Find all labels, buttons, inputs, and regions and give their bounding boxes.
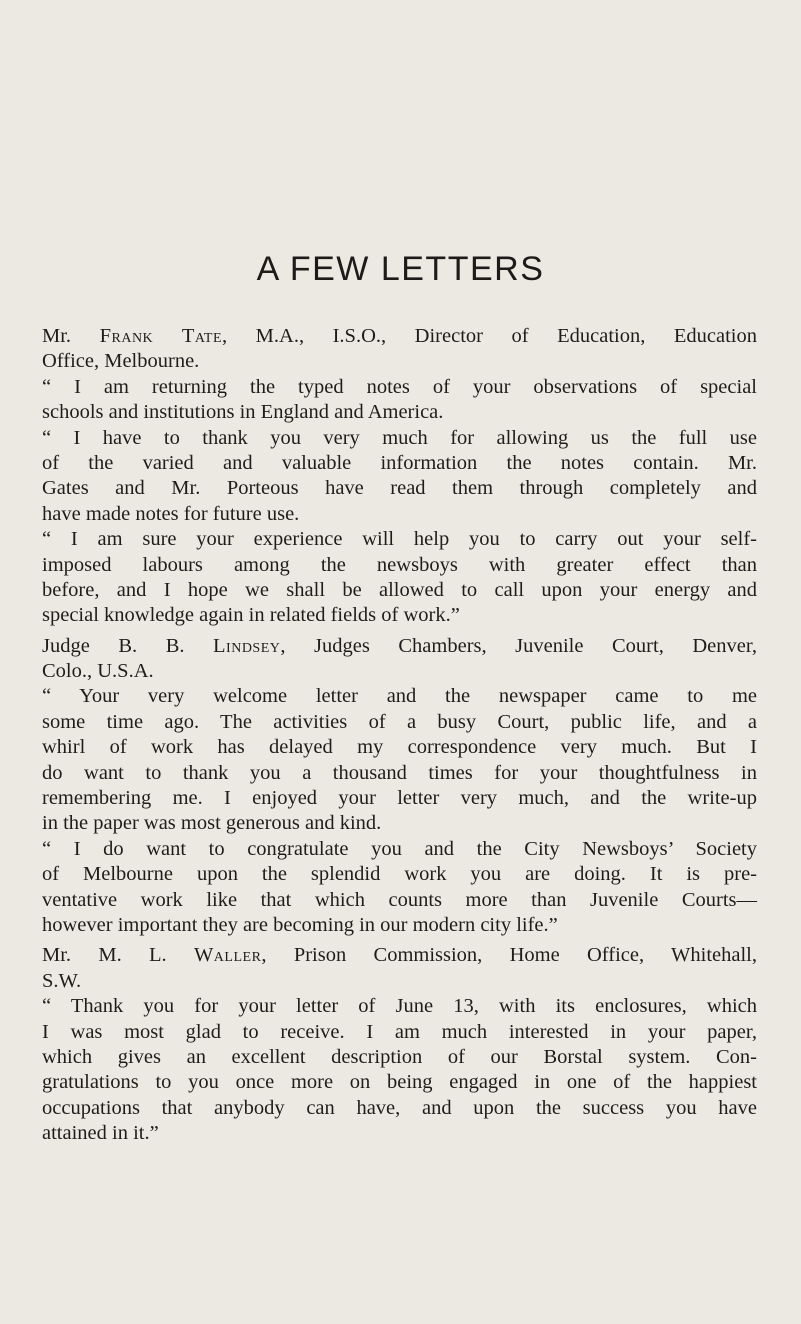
letter-tate xyxy=(42,324,757,629)
text-line: I was most glad to receive. I am much interested in your paper, xyxy=(42,1020,757,1043)
text-line: which gives an excellent description of our Borstal system. Con- xyxy=(42,1045,757,1068)
text-line: special knowledge again in related fields of work.” xyxy=(42,604,460,627)
text-line: some time ago. The activities of a busy Court, public life, and a xyxy=(42,710,757,733)
text-line: remembering me. I enjoyed your letter very much, and the write-up xyxy=(42,787,757,810)
sender-line xyxy=(42,324,757,349)
sender-details: , Judges Chambers, Juvenile Court, Denver, xyxy=(280,634,757,657)
sender-details: , M.A., I.S.O., Director of Education, Education xyxy=(222,325,757,347)
text-line: imposed labours among the newsboys with greater effect than xyxy=(42,553,757,576)
text-line: in the paper was most generous and kind. xyxy=(42,812,382,835)
text-line: “ Your very welcome letter and the newspaper came to me xyxy=(42,685,757,708)
sender-name: Lindsey xyxy=(213,634,281,657)
text-line: Gates and Mr. Porteous have read them through completely and xyxy=(42,477,757,500)
text-line: “ I do want to congratulate you and the City Newsboys’ Society xyxy=(42,837,757,860)
text-line: attained in it.” xyxy=(42,1122,159,1145)
sender-prefix: Judge B. B. xyxy=(42,634,185,657)
sender-name: Waller xyxy=(193,944,262,967)
sender-line xyxy=(42,943,757,968)
text-line: gratulations to you once more on being engaged in one of the happiest xyxy=(42,1071,757,1094)
text-line: occupations that anybody can have, and upon the success you have xyxy=(42,1096,757,1119)
sender-line-cont: Colo., U.S.A. xyxy=(42,660,154,683)
sender-line xyxy=(42,634,757,659)
text-line: “ I have to thank you very much for allowing us the full use xyxy=(42,426,757,449)
text-line: however important they are becoming in our modern city life.” xyxy=(42,913,558,936)
text-line: whirl of work has delayed my correspondence very much. But I xyxy=(42,736,757,759)
text-line: have made notes for future use. xyxy=(42,502,300,525)
text-line: “ I am sure your experience will help you to carry out your self- xyxy=(42,528,757,551)
letter-lindsey xyxy=(42,634,757,939)
text-line: “ I am returning the typed notes of your observations of special xyxy=(42,375,757,398)
text-line: ventative work like that which counts more than Juvenile Courts— xyxy=(42,888,757,911)
text-line: of Melbourne upon the splendid work you are doing. It is pre- xyxy=(42,863,757,886)
sender-prefix: Mr. xyxy=(42,325,72,347)
text-line: schools and institutions in England and America. xyxy=(42,401,444,424)
sender-line-cont: S.W. xyxy=(42,969,82,992)
sender-line-cont: Office, Melbourne. xyxy=(42,350,200,373)
letter-waller xyxy=(42,943,757,1146)
sender-prefix: Mr. M. L. xyxy=(42,944,167,967)
text-line: of the varied and valuable information the notes contain. Mr. xyxy=(42,451,757,474)
letters-body xyxy=(42,324,757,1147)
page-title: A FEW LETTERS xyxy=(256,250,545,288)
sender-details: , Prison Commission, Home Office, Whitehall, xyxy=(261,944,757,967)
text-line: “ Thank you for your letter of June 13, with its enclosures, which xyxy=(42,995,757,1018)
text-line: before, and I hope we shall be allowed to call upon your energy and xyxy=(42,578,757,601)
sender-name: Frank Tate xyxy=(99,325,223,347)
text-line: do want to thank you a thousand times for your thoughtfulness in xyxy=(42,761,757,784)
